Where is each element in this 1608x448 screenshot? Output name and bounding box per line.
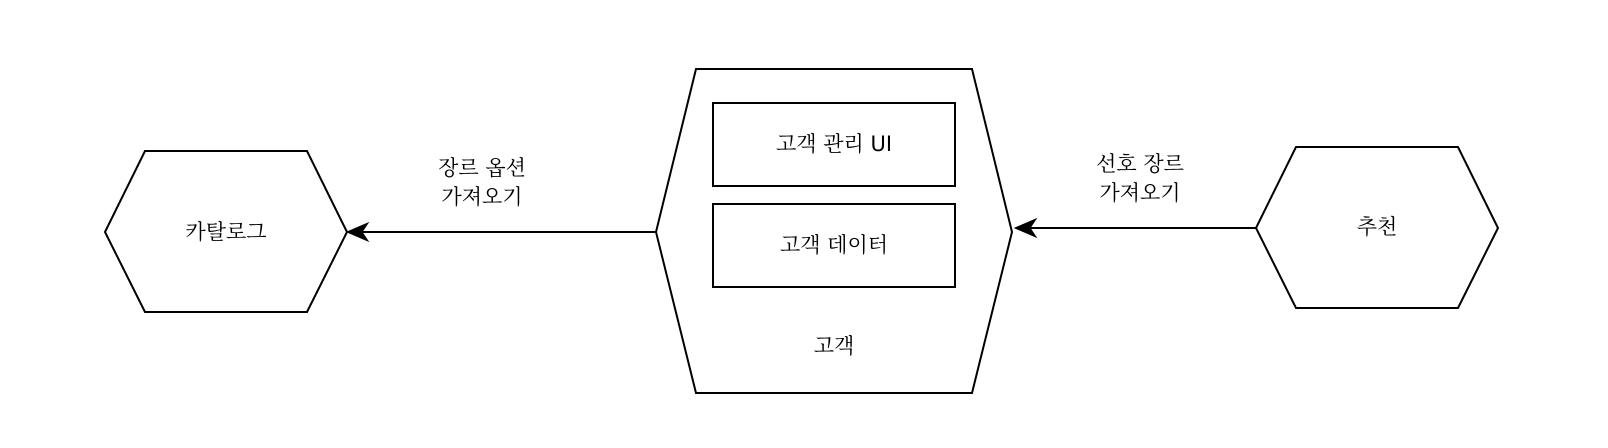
customer-data-label: 고객 데이터 xyxy=(779,233,889,257)
customer-node[interactable] xyxy=(656,69,1012,393)
catalog-label: 카탈로그 xyxy=(185,220,267,244)
customer-ui-component[interactable] xyxy=(713,103,955,186)
edge-recommendation-to-customer-label-line1: 선호 장르 xyxy=(1096,152,1184,176)
catalog-node[interactable] xyxy=(105,151,347,312)
customer-ui-label: 고객 관리 UI xyxy=(775,132,893,156)
edge-recommendation-to-customer-label-line2: 가져오기 xyxy=(1099,181,1181,205)
recommendation-node[interactable] xyxy=(1256,147,1498,308)
edge-customer-to-catalog[interactable] xyxy=(347,156,656,241)
recommendation-label: 추천 xyxy=(1356,215,1398,239)
customer-label: 고객 xyxy=(813,334,855,358)
edge-recommendation-to-customer[interactable] xyxy=(1015,152,1256,237)
edge-customer-to-catalog-label-line2: 가져오기 xyxy=(441,185,523,209)
edge-customer-to-catalog-label-line1: 장르 옵션 xyxy=(438,156,526,180)
customer-data-component[interactable] xyxy=(713,204,955,287)
